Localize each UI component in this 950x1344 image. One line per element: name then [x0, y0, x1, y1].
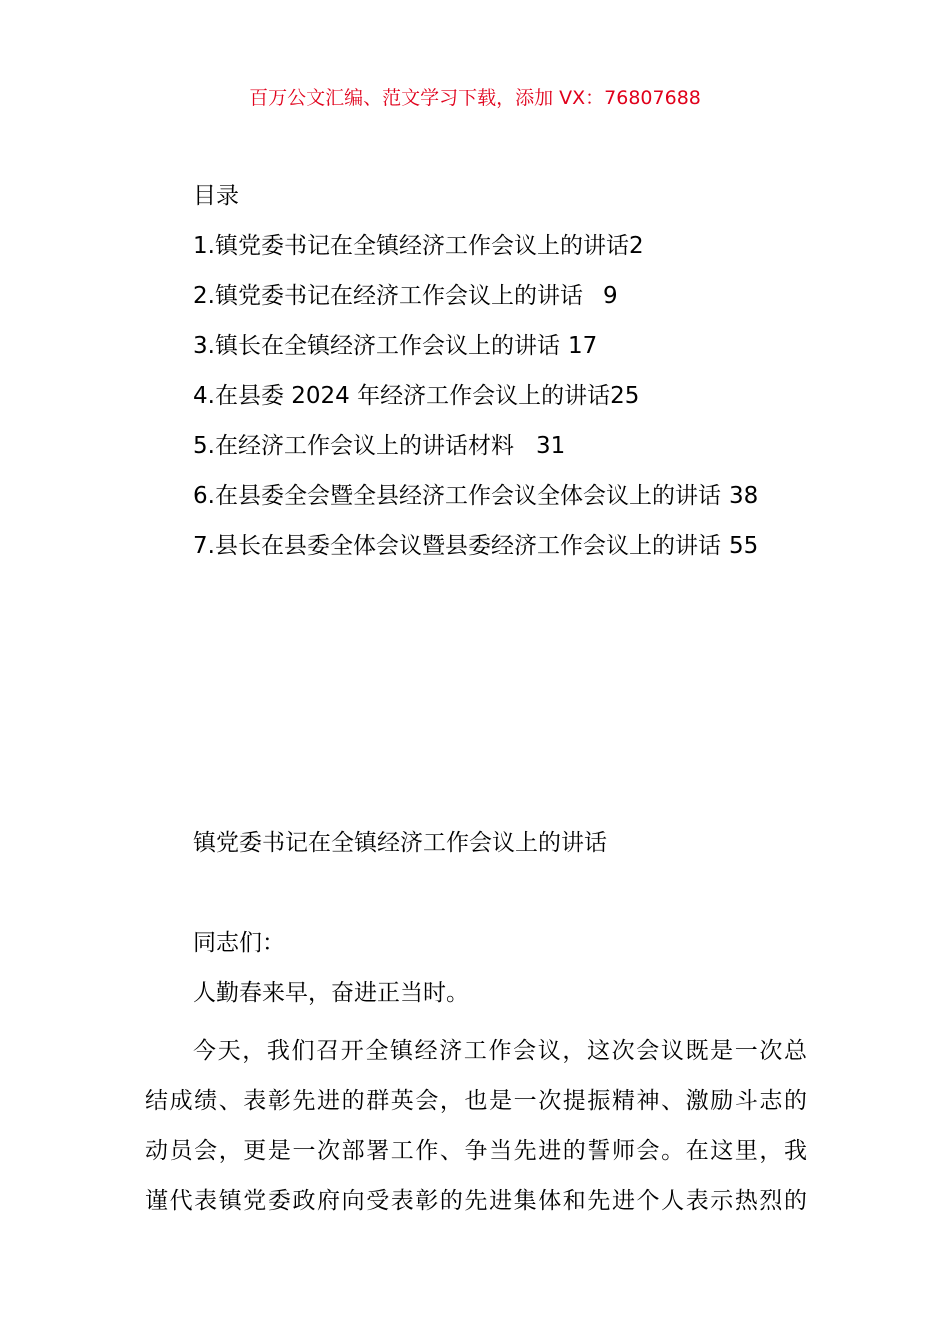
toc-item-page: 9 — [602, 283, 618, 309]
toc-item[interactable] — [193, 230, 758, 280]
toc-item-label: 1.镇党委书记在全镇经济工作会议上的讲话 — [193, 233, 629, 259]
toc-item-label: 5.在经济工作会议上的讲话材料 — [193, 433, 514, 459]
toc-item-page: 38 — [728, 483, 759, 509]
article-title: 镇党委书记在全镇经济工作会议上的讲话 — [193, 830, 607, 856]
toc-item[interactable] — [193, 430, 758, 480]
article-body-line: 动员会，更是一次部署工作、争当先进的誓师会。在这里，我 — [145, 1138, 807, 1164]
table-of-contents — [193, 230, 758, 580]
toc-item-page: 2 — [628, 233, 644, 259]
toc-item-label: 6.在县委全会暨全县经济工作会议全体会议上的讲话 — [193, 483, 721, 509]
toc-item-label: 4.在县委 2024 年经济工作会议上的讲话 — [193, 383, 611, 409]
toc-item-label: 7.县长在县委全体会议暨县委经济工作会议上的讲话 — [193, 533, 721, 559]
article-body-line: 结成绩、表彰先进的群英会，也是一次提振精神、激励斗志的 — [145, 1088, 807, 1114]
toc-item[interactable] — [193, 480, 758, 530]
header-banner — [0, 84, 950, 112]
toc-item-label: 3.镇长在全镇经济工作会议上的讲话 — [193, 333, 560, 359]
header-banner-text: 百万公文汇编、范文学习下载，添加 VX：76807688 — [249, 87, 701, 109]
article-opening: 人勤春来早，奋进正当时。 — [193, 980, 469, 1006]
toc-item[interactable] — [193, 380, 758, 430]
toc-item-page: 31 — [535, 433, 566, 459]
article-body — [145, 1026, 807, 1226]
toc-item[interactable] — [193, 530, 758, 580]
article-body-line: 谨代表镇党委政府向受表彰的先进集体和先进个人表示热烈的 — [145, 1188, 807, 1214]
article-body-line: 今天，我们召开全镇经济工作会议，这次会议既是一次总 — [193, 1038, 807, 1064]
toc-item-page: 55 — [728, 533, 759, 559]
toc-item-page: 17 — [567, 333, 598, 359]
toc-item[interactable] — [193, 280, 758, 330]
toc-item[interactable] — [193, 330, 758, 380]
toc-item-label: 2.镇党委书记在经济工作会议上的讲话 — [193, 283, 583, 309]
toc-item-page: 25 — [610, 383, 640, 409]
article-greeting: 同志们： — [193, 930, 285, 956]
toc-title: 目录 — [193, 183, 239, 209]
